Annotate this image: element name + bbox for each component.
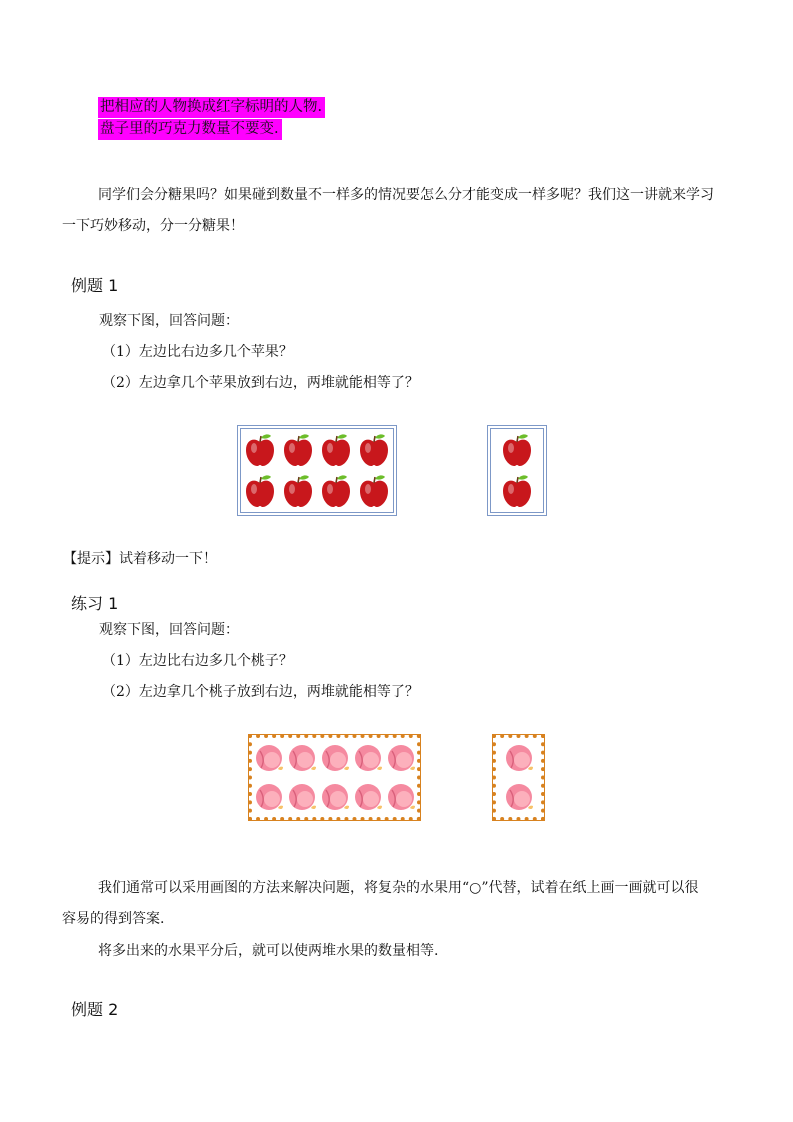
note-line-2: 盘子里的巧克力数量不要变.: [98, 119, 282, 140]
peach-icon: [287, 743, 317, 777]
example-1-prompt: 观察下图，回答问题：: [99, 313, 239, 329]
method-line-3: 将多出来的水果平分后，就可以使两堆水果的数量相等.: [98, 943, 439, 959]
apple-icon: [320, 474, 352, 512]
editor-note: [98, 96, 325, 140]
peach-icon: [386, 782, 416, 816]
peach-icon: [504, 782, 534, 816]
intro-line-1: 同学们会分糖果吗？如果碰到数量不一样多的情况要怎么分才能变成一样多呢？我们这一讲就来学习: [98, 187, 714, 203]
method-line-1: 我们通常可以采用画图的方法来解决问题，将复杂的水果用“○”代替，试着在纸上画一画就可以很: [98, 880, 699, 896]
example-1-question-2: （2）左边拿几个苹果放到右边，两堆就能相等了？: [102, 375, 419, 391]
apple-icon: [320, 433, 352, 471]
apple-pile-right: [487, 425, 547, 516]
example-2-title: 例题 2: [71, 1000, 119, 1019]
peach-icon: [254, 743, 284, 777]
peach-icon: [386, 743, 416, 777]
intro-line-2: 一下巧妙移动，分一分糖果！: [62, 218, 244, 234]
exercise-1-question-1: （1）左边比右边多几个桃子？: [102, 653, 293, 669]
exercise-1-title: 练习 1: [71, 594, 119, 613]
peach-icon: [254, 782, 284, 816]
peach-icon: [320, 743, 350, 777]
example-1-title: 例题 1: [71, 276, 119, 295]
apple-icon: [244, 433, 276, 471]
peach-pile-right: [492, 734, 545, 821]
example-1-question-1: （1）左边比右边多几个苹果？: [102, 344, 293, 360]
peach-pile-left: [248, 734, 421, 821]
exercise-1-question-2: （2）左边拿几个桃子放到右边，两堆就能相等了？: [102, 684, 419, 700]
apple-icon: [282, 433, 314, 471]
apple-pile-left: [237, 425, 397, 516]
hint-text: 【提示】试着移动一下！: [63, 551, 217, 567]
apple-icon: [282, 474, 314, 512]
note-line-1: 把相应的人物换成红字标明的人物.: [98, 97, 325, 118]
apple-icon: [358, 433, 390, 471]
peach-icon: [320, 782, 350, 816]
method-line-2: 容易的得到答案.: [62, 911, 165, 927]
apple-icon: [244, 474, 276, 512]
peach-icon: [353, 743, 383, 777]
apple-icon: [501, 433, 533, 471]
peach-icon: [287, 782, 317, 816]
peach-icon: [504, 743, 534, 777]
apple-icon: [358, 474, 390, 512]
exercise-1-prompt: 观察下图，回答问题：: [99, 622, 239, 638]
peach-icon: [353, 782, 383, 816]
apple-icon: [501, 474, 533, 512]
